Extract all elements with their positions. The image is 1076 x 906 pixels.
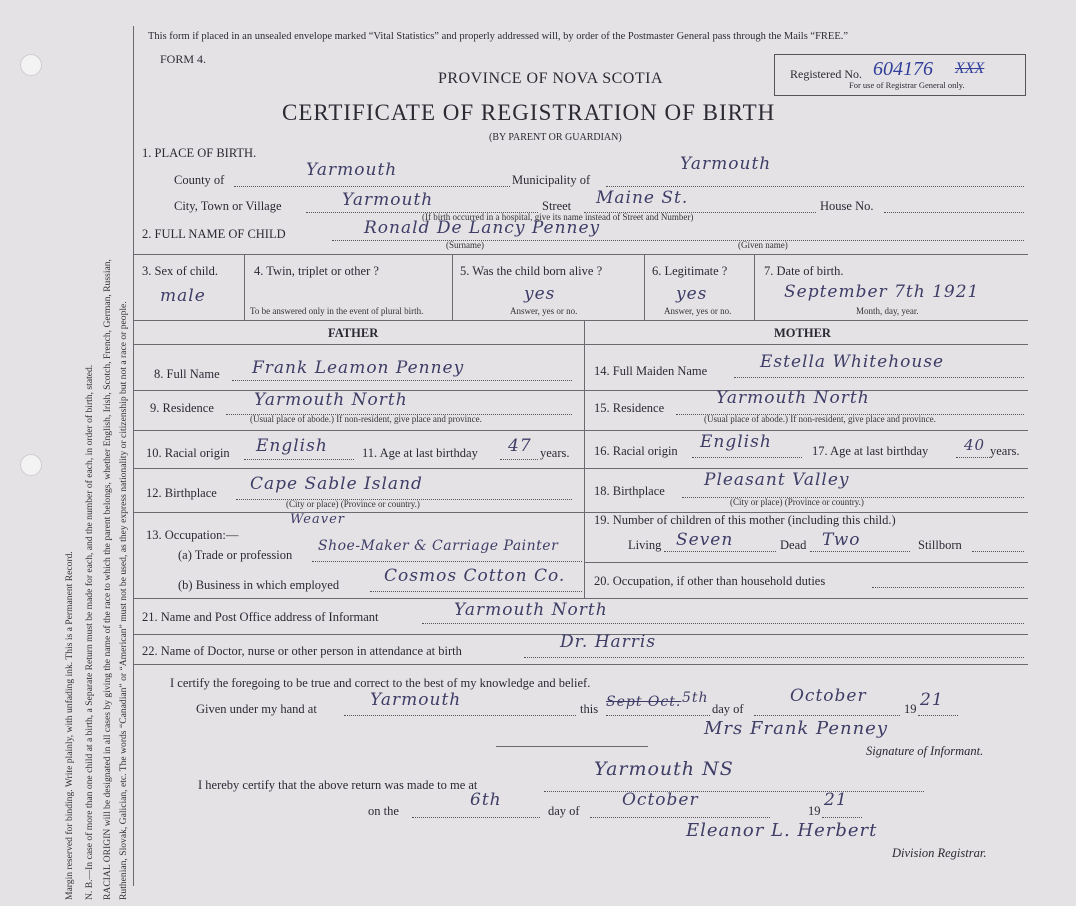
postal-notice: This form if placed in an unsealed envelope marked “Vital Statistics” and properly addressed will, by order of the Postmaster General pass through the Mails “FREE.” (148, 31, 849, 42)
mother-stillborn-label: Stillborn (918, 538, 962, 552)
father-birthplace-value: Cape Sable Island (250, 474, 423, 494)
this-label: this (580, 702, 599, 716)
father-business-label: (b) Business in which employed (178, 578, 340, 592)
legitimate-label: 6. Legitimate ? (652, 264, 728, 278)
father-trade-value: Shoe-Maker & Carriage Painter (318, 538, 559, 554)
side-text-racial-2: Ruthenian, Slovak, Galician, etc. The words “Canadian” or “American” must not be used, as they express nationality or citizenship but not a race or people. (118, 301, 129, 900)
house-label: House No. (820, 199, 874, 213)
mother-name-label: 14. Full Maiden Name (594, 364, 708, 378)
mother-occupation-label: 20. Occupation, if other than household duties (594, 574, 826, 588)
certification-statement: I certify the foregoing to be true and correct to the best of my knowledge and belief. (170, 676, 591, 690)
father-age-label: 11. Age at last birthday (362, 446, 478, 460)
father-name-value: Frank Leamon Penney (252, 358, 465, 378)
sex-label: 3. Sex of child. (142, 264, 219, 278)
mother-birthplace-note: (City or place) (Province or country.) (730, 497, 864, 507)
municipality-label: Municipality of (512, 173, 591, 187)
given-place-value: Yarmouth (370, 690, 462, 710)
binding-hole-middle (20, 454, 42, 476)
mother-birthplace-value: Pleasant Valley (704, 470, 850, 490)
father-race-label: 10. Racial origin (146, 446, 230, 460)
father-residence-value: Yarmouth North (254, 390, 408, 410)
given-month-value: October (790, 686, 867, 706)
registrar-statement: I hereby certify that the above return was made to me at (198, 778, 478, 792)
on-the-label: on the (368, 804, 399, 818)
father-name-label: 8. Full Name (154, 367, 220, 381)
birth-date-value: September 7th 1921 (784, 282, 980, 302)
mother-residence-value: Yarmouth North (716, 388, 870, 408)
mother-residence-note: (Usual place of abode.) If non-resident, give place and province. (704, 414, 936, 424)
mother-age-label: 17. Age at last birthday (812, 444, 929, 458)
county-label: County of (174, 173, 225, 187)
legitimate-value: yes (676, 284, 708, 304)
form-number: FORM 4. (160, 52, 207, 66)
registrar-year-value: 21 (824, 790, 848, 810)
child-name-label: 2. FULL NAME OF CHILD (142, 227, 286, 241)
mother-age-unit: years. (990, 444, 1020, 458)
city-label: City, Town or Village (174, 199, 282, 213)
registrar-year-prefix: 19 (808, 804, 821, 818)
father-occupation-label: 13. Occupation:— (146, 528, 239, 542)
informant-label: 21. Name and Post Office address of Informant (142, 610, 379, 624)
alive-value: yes (524, 284, 556, 304)
side-text-racial-1: RACIAL ORIGIN will be designated in all cases by giving the name of the race to which the parent belongs, whether English, Irish, Scotch, French, German, Russian, (102, 259, 113, 900)
registered-label: Registered No. (790, 67, 862, 81)
binding-hole-top (20, 54, 42, 76)
registrar-signature-label: Division Registrar. (892, 846, 987, 860)
father-birthplace-label: 12. Birthplace (146, 486, 217, 500)
mother-living-label: Living (628, 538, 662, 552)
given-name-note: (Given name) (738, 240, 788, 250)
mother-children-label: 19. Number of children of this mother (including this child.) (594, 513, 896, 527)
mother-name-value: Estella Whitehouse (760, 352, 945, 372)
registrar-month-value: October (622, 790, 699, 810)
birth-date-note: Month, day, year. (856, 306, 919, 316)
divider-rule (496, 746, 648, 747)
father-residence-label: 9. Residence (150, 401, 214, 415)
surname-note: (Surname) (446, 240, 484, 250)
registrar-signature: Eleanor L. Herbert (686, 820, 878, 841)
child-name-value: Ronald De Lancy Penney (364, 218, 601, 238)
twin-label: 4. Twin, triplet or other ? (254, 264, 379, 278)
certificate-title: CERTIFICATE OF REGISTRATION OF BIRTH (282, 100, 776, 125)
alive-note: Answer, yes or no. (510, 306, 578, 316)
side-text-nb: N. B.—In case of more than one child at a birth, a Separate Return must be made for each, and the number of each, in order of birth, stated. (84, 364, 95, 900)
father-business-value: Cosmos Cotton Co. (384, 566, 566, 586)
certificate-subtitle: (BY PARENT OR GUARDIAN) (489, 132, 622, 143)
registrar-place-value: Yarmouth NS (594, 758, 734, 780)
mother-living-value: Seven (676, 530, 734, 550)
province-heading: PROVINCE OF NOVA SCOTIA (438, 70, 664, 87)
mother-race-value: English (700, 432, 772, 452)
mother-age-value: 40 (964, 436, 986, 454)
registry-note: For use of Registrar General only. (849, 80, 965, 90)
registrar-day-value: 6th (470, 790, 502, 810)
street-value: Maine St. (596, 188, 689, 208)
mother-dead-label: Dead (780, 538, 807, 552)
doctor-label: 22. Name of Doctor, nurse or other person in attendance at birth (142, 644, 462, 658)
doctor-value: Dr. Harris (560, 632, 657, 652)
municipality-value: Yarmouth (680, 154, 772, 174)
mother-birthplace-label: 18. Birthplace (594, 484, 665, 498)
informant-value: Yarmouth North (454, 600, 608, 620)
informant-signature: Mrs Frank Penney (704, 718, 889, 739)
mother-dead-value: Two (822, 530, 861, 550)
given-year-prefix: 19 (904, 702, 917, 716)
father-trade-label: (a) Trade or profession (178, 548, 293, 562)
registered-number: 604176 (873, 58, 933, 80)
side-text-binding: Margin reserved for binding. Write plainly, with unfading ink. This is a Permanent Record. (64, 551, 75, 900)
struck-day-value: Sept Oct. (606, 694, 682, 710)
registrar-day-of-label: day of (548, 804, 580, 818)
given-year-value: 21 (920, 690, 944, 710)
given-label: Given under my hand at (196, 702, 317, 716)
street-label: Street (542, 199, 572, 213)
place-of-birth-heading: 1. PLACE OF BIRTH. (142, 146, 257, 160)
hospital-note: (If birth occurred in a hospital, give its name instead of Street and Number) (422, 212, 694, 222)
birth-date-label: 7. Date of birth. (764, 264, 844, 278)
father-residence-note: (Usual place of abode.) If non-resident, give place and province. (250, 414, 482, 424)
mother-residence-label: 15. Residence (594, 401, 665, 415)
informant-signature-label: Signature of Informant. (866, 744, 984, 758)
father-occupation-extra: Weaver (290, 512, 345, 527)
sex-value: male (160, 286, 206, 306)
given-day-value: 5th (682, 690, 709, 706)
legitimate-note: Answer, yes or no. (664, 306, 732, 316)
county-value: Yarmouth (306, 160, 398, 180)
registered-struck: XXX (955, 60, 985, 77)
mother-heading: MOTHER (774, 326, 831, 340)
day-of-label: day of (712, 702, 744, 716)
city-value: Yarmouth (342, 190, 434, 210)
father-race-value: English (256, 436, 328, 456)
mother-race-label: 16. Racial origin (594, 444, 678, 458)
alive-label: 5. Was the child born alive ? (460, 264, 603, 278)
twin-note: To be answered only in the event of plural birth. (250, 306, 424, 316)
father-age-unit: years. (540, 446, 570, 460)
father-age-value: 47 (508, 436, 532, 456)
father-heading: FATHER (328, 326, 379, 340)
father-birthplace-note: (City or place) (Province or country.) (286, 499, 420, 509)
